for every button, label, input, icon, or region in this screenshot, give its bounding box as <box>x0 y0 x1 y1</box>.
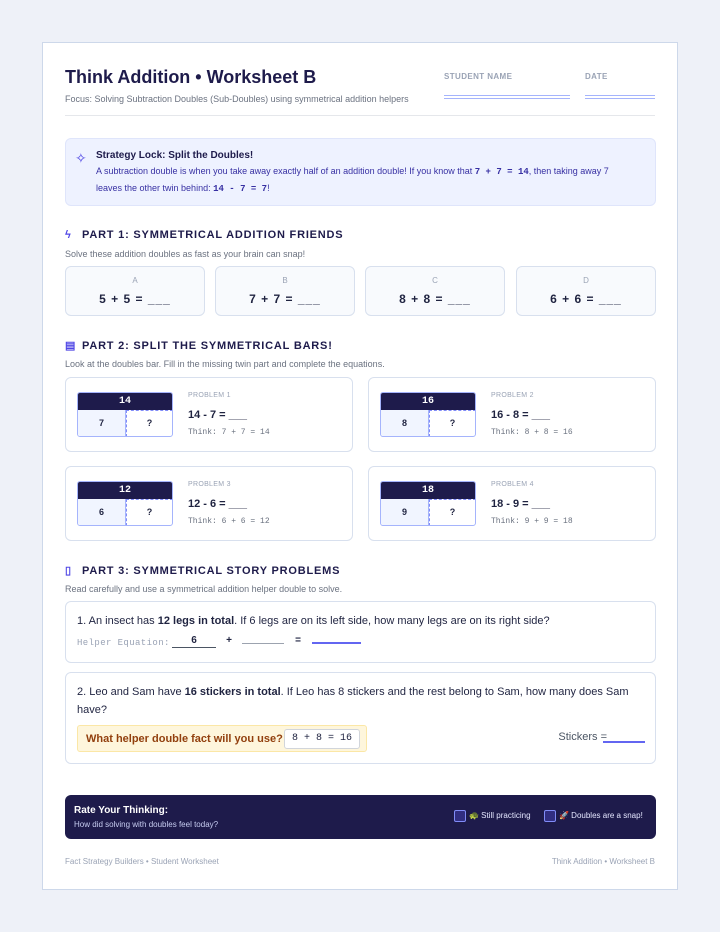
footer-left: Fact Strategy Builders • Student Worksheet <box>65 857 219 866</box>
strategy-code: 7 + 7 = 14 <box>474 167 529 177</box>
part1-title-text: PART 1: SYMMETRICAL ADDITION FRIENDS <box>82 229 344 241</box>
strategy-text: leaves the other twin behind: <box>96 183 214 193</box>
part1-subtitle: Solve these addition doubles as fast as your brain can snap! <box>65 249 306 259</box>
problem-label: PROBLEM 2 <box>491 392 534 399</box>
date-label: DATE <box>585 72 608 81</box>
grid-icon: ▤ <box>65 340 77 352</box>
helper-fact-question: What helper double fact will you use? <box>86 733 283 745</box>
footer-right: Think Addition • Worksheet B <box>551 857 655 866</box>
checkbox[interactable] <box>544 810 556 822</box>
header-divider <box>65 115 655 116</box>
rating-subtitle: How did solving with doubles feel today? <box>74 820 219 829</box>
helper-blank[interactable] <box>242 643 284 644</box>
bar-missing-part[interactable]: ? <box>429 499 476 526</box>
problem-label: PROBLEM 4 <box>491 481 534 488</box>
addition-box-c[interactable] <box>365 266 505 316</box>
rating-title: Rate Your Thinking: <box>74 805 169 816</box>
helper-value[interactable]: 6 <box>172 635 216 648</box>
strategy-text: , then taking away 7 <box>528 166 609 176</box>
strategy-code: 14 - 7 = 7 <box>213 184 268 194</box>
option-label: 🚀 Doubles are a snap! <box>559 811 643 821</box>
story-text: 1. An insect has <box>77 615 158 627</box>
rating-bar <box>65 795 656 839</box>
bar-total: 14 <box>78 393 172 410</box>
problem-hint: Think: 7 + 7 = 14 <box>188 428 270 437</box>
sparkle-icon: ✧ <box>75 150 87 166</box>
problem-equation[interactable]: 12 - 6 = ___ <box>188 498 248 510</box>
equals-sign: = <box>295 635 301 646</box>
box-label: C <box>432 276 438 285</box>
story-problem-2 <box>65 672 656 764</box>
bar-missing-part[interactable]: ? <box>126 410 173 437</box>
rating-option-practicing[interactable] <box>454 810 531 824</box>
student-name-field[interactable] <box>444 95 570 99</box>
date-field[interactable] <box>585 95 655 99</box>
doubles-bar <box>380 481 476 526</box>
bar-missing-part[interactable]: ? <box>126 499 173 526</box>
bar-total: 12 <box>78 482 172 499</box>
stickers-answer-label: Stickers = <box>558 731 607 743</box>
addition-box-b[interactable] <box>215 266 355 316</box>
lightning-icon: ϟ <box>65 229 72 241</box>
problem-equation[interactable]: 14 - 7 = ___ <box>188 409 248 421</box>
problem-card-3 <box>65 466 353 541</box>
box-expression: 6 + 6 = ___ <box>550 292 622 306</box>
book-icon: ▯ <box>65 565 72 577</box>
doubles-bar <box>380 392 476 437</box>
box-label: A <box>132 276 138 285</box>
plus-sign: + <box>226 635 232 646</box>
bar-part: 8 <box>381 410 429 437</box>
story-question <box>77 683 647 719</box>
helper-equation-label: Helper Equation: <box>77 638 170 648</box>
strategy-body-line2 <box>96 183 270 194</box>
student-name-label: STUDENT NAME <box>444 72 513 81</box>
box-label: D <box>583 276 589 285</box>
problem-equation[interactable]: 18 - 9 = ___ <box>491 498 551 510</box>
box-expression: 8 + 8 = ___ <box>399 292 471 306</box>
part2-title <box>65 339 333 352</box>
problem-hint: Think: 6 + 6 = 12 <box>188 517 270 526</box>
problem-card-1 <box>65 377 353 452</box>
bar-total: 16 <box>381 393 475 410</box>
rating-option-snap[interactable] <box>544 810 643 824</box>
strategy-title: Strategy Lock: Split the Doubles! <box>96 150 254 161</box>
story-problem-1 <box>65 601 656 663</box>
part2-subtitle: Look at the doubles bar. Fill in the missing twin part and complete the equations. <box>65 359 385 369</box>
stickers-answer-blank[interactable] <box>603 741 645 743</box>
checkbox[interactable] <box>454 810 466 822</box>
answer-blank[interactable] <box>312 642 361 644</box>
story-text: 2. Leo and Sam have <box>77 686 185 698</box>
worksheet-page <box>42 42 678 890</box>
bar-part: 6 <box>78 499 126 526</box>
part3-title <box>65 564 340 577</box>
box-expression: 7 + 7 = ___ <box>249 292 321 306</box>
part3-subtitle: Read carefully and use a symmetrical addition helper double to solve. <box>65 584 343 594</box>
part1-title <box>65 229 343 241</box>
addition-box-a[interactable] <box>65 266 205 316</box>
story-emphasis: 12 legs in total <box>157 615 235 627</box>
story-emphasis: 16 stickers in total <box>184 686 281 698</box>
doubles-bar <box>77 481 173 526</box>
helper-fact-box[interactable]: 8 + 8 = 16 <box>284 729 360 749</box>
box-label: B <box>282 276 288 285</box>
doubles-bar <box>77 392 173 437</box>
problem-label: PROBLEM 1 <box>188 392 231 399</box>
story-question <box>77 612 644 630</box>
problem-hint: Think: 9 + 9 = 18 <box>491 517 573 526</box>
story-text: . If 6 legs are on its left side, how many legs are on its right side? <box>234 615 550 627</box>
focus-text: Focus: Solving Subtraction Doubles (Sub-Doubles) using symmetrical addition helpers <box>65 94 409 104</box>
bar-total: 18 <box>381 482 475 499</box>
strategy-text: ! <box>267 183 270 193</box>
bar-part: 9 <box>381 499 429 526</box>
option-label: 🐢 Still practicing <box>469 811 531 821</box>
problem-hint: Think: 8 + 8 = 16 <box>491 428 573 437</box>
helper-fact-prompt <box>77 725 367 752</box>
part3-title-text: PART 3: SYMMETRICAL STORY PROBLEMS <box>82 565 341 577</box>
strategy-text: A subtraction double is when you take away exactly half of an addition double! If you know that <box>96 166 475 176</box>
problem-card-2 <box>368 377 656 452</box>
bar-missing-part[interactable]: ? <box>429 410 476 437</box>
bar-part: 7 <box>78 410 126 437</box>
box-expression: 5 + 5 = ___ <box>99 292 171 306</box>
problem-label: PROBLEM 3 <box>188 481 231 488</box>
problem-equation[interactable]: 16 - 8 = ___ <box>491 409 551 421</box>
strategy-body-line1 <box>96 166 609 177</box>
story-text: . If Leo has 8 stickers and the rest belong to Sam, how many does Sam have? <box>77 686 629 716</box>
problem-card-4 <box>368 466 656 541</box>
addition-box-d[interactable] <box>516 266 656 316</box>
strategy-callout <box>65 138 656 206</box>
part2-title-text: PART 2: SPLIT THE SYMMETRICAL BARS! <box>82 340 333 352</box>
page-title: Think Addition • Worksheet B <box>65 67 317 87</box>
